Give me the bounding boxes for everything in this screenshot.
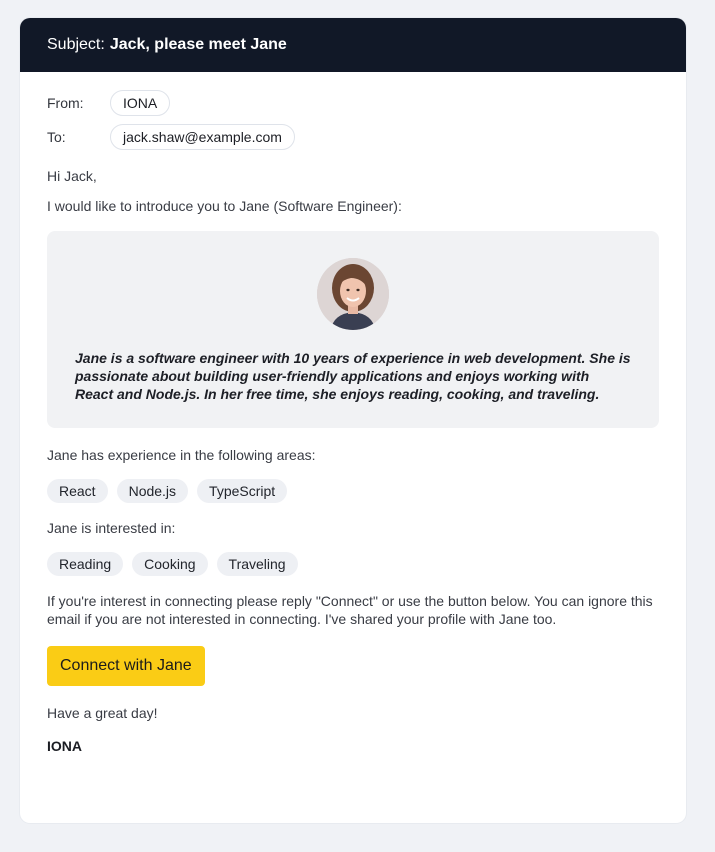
experience-label: Jane has experience in the following areas:: [47, 447, 316, 463]
experience-chip: React: [47, 479, 108, 503]
cta-text: If you're interest in connecting please reply "Connect" or use the button below. You can ignore this email if you are not interested in connecting. I've shared your profile with Jane too.: [47, 593, 653, 627]
to-label: To:: [47, 129, 66, 145]
interest-chip: Traveling: [217, 552, 298, 576]
intro-text: I would like to introduce you to Jane (Software Engineer):: [47, 198, 402, 214]
to-row: [47, 124, 659, 150]
subject-bar: [20, 18, 686, 72]
experience-chips: [47, 479, 659, 503]
avatar-portrait-icon: [317, 258, 389, 330]
from-row: [47, 90, 659, 116]
experience-chip: TypeScript: [197, 479, 287, 503]
interest-chip: Reading: [47, 552, 123, 576]
interest-chips: [47, 552, 659, 576]
connect-button[interactable]: Connect with Jane: [47, 646, 205, 686]
email-card: [20, 18, 686, 823]
greeting: Hi Jack,: [47, 168, 97, 184]
subject-text: Jack, please meet Jane: [109, 36, 287, 53]
profile-bio: Jane is a software engineer with 10 years of experience in web development. She is passionate about building user-friendly applications and enjoys working with React and Node.js. In her free time, she enjoys reading, cooking, and traveling.: [75, 350, 631, 402]
avatar: [317, 258, 389, 330]
profile-card: [47, 231, 659, 428]
interests-label: Jane is interested in:: [47, 520, 176, 536]
from-label: From:: [47, 95, 84, 111]
signature: IONA: [47, 738, 82, 754]
from-pill: IONA: [110, 90, 170, 116]
to-pill: jack.shaw@example.com: [110, 124, 295, 150]
email-body: [20, 72, 686, 754]
interest-chip: Cooking: [132, 552, 207, 576]
experience-chip: Node.js: [117, 479, 188, 503]
signoff: Have a great day!: [47, 705, 158, 721]
subject-label: Subject:: [47, 36, 105, 53]
